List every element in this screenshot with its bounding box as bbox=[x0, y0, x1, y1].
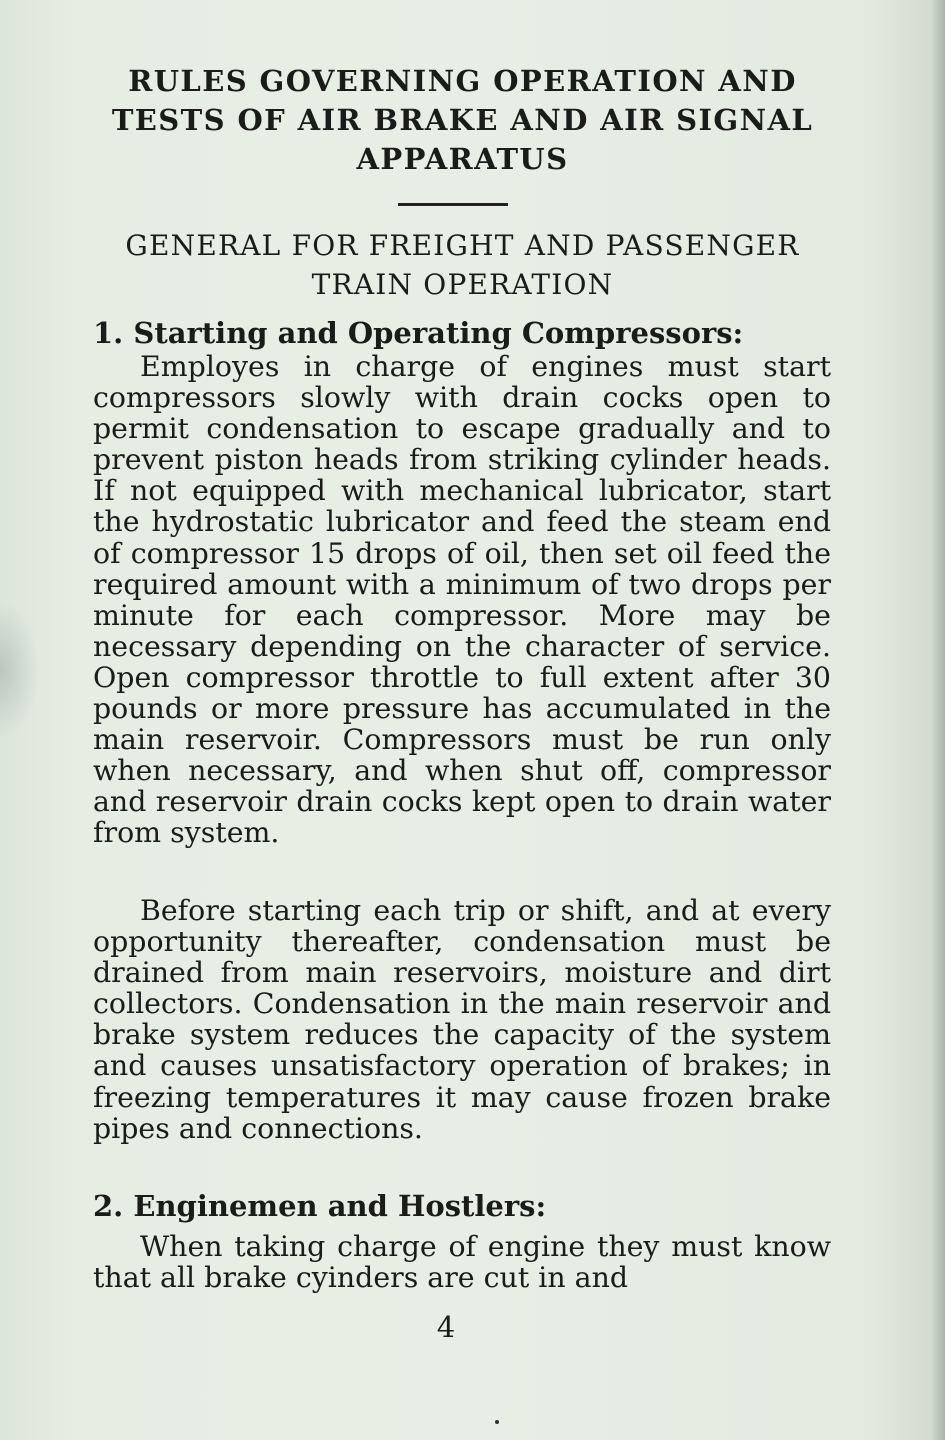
page-number: 4 bbox=[436, 1310, 456, 1344]
section-2-heading: 2. Enginemen and Hostlers: bbox=[93, 1189, 547, 1223]
document-title: RULES GOVERNING OPERATION AND TESTS OF AIR BRAKE AND AIR SIGNAL APPARATUS bbox=[111, 64, 814, 176]
page-left-shadow bbox=[0, 600, 40, 740]
section-1-paragraph-2: Before starting each trip or shift, and at every opportunity thereafter, condensation must be drained from main reservoirs, moisture and dirt collectors. Condensation in the main reservoir and brake system reduces the capacity of the system and causes unsatisfactory operation of brakes; in freezing temperatures it may cause frozen brake pipes and connections. bbox=[93, 894, 831, 1145]
page-speck bbox=[495, 1420, 499, 1424]
page-edge-shadow bbox=[931, 0, 945, 1440]
section-2-paragraph-1: When taking charge of engine they must know that all brake cyinders are cut in and bbox=[93, 1230, 831, 1295]
title-divider bbox=[398, 203, 508, 206]
section-1-paragraph-1: Employes in charge of engines must start compressors slowly with drain cocks open to permit condensation to escape gradually and to prevent piston heads from striking cylinder heads. If not equipped with mechanical lubricator, start the hydrostatic lubricator and feed the steam end of compressor 15 drops of oil, then set oil feed the required amount with a minimum of two drops per minute for each compressor. More may be necessary depending on the character of service. Open compressor throttle to full extent after 30 pounds or more pressure has accumulated in the main reservoir. Compressors must be run only when necessary, and when shut off, compressor and reservoir drain cocks kept open to drain water from system. bbox=[93, 350, 831, 850]
section-subtitle: GENERAL FOR FREIGHT AND PASSENGER TRAIN OPERATION bbox=[125, 229, 800, 301]
section-1-heading: 1. Starting and Operating Compressors: bbox=[93, 316, 744, 350]
